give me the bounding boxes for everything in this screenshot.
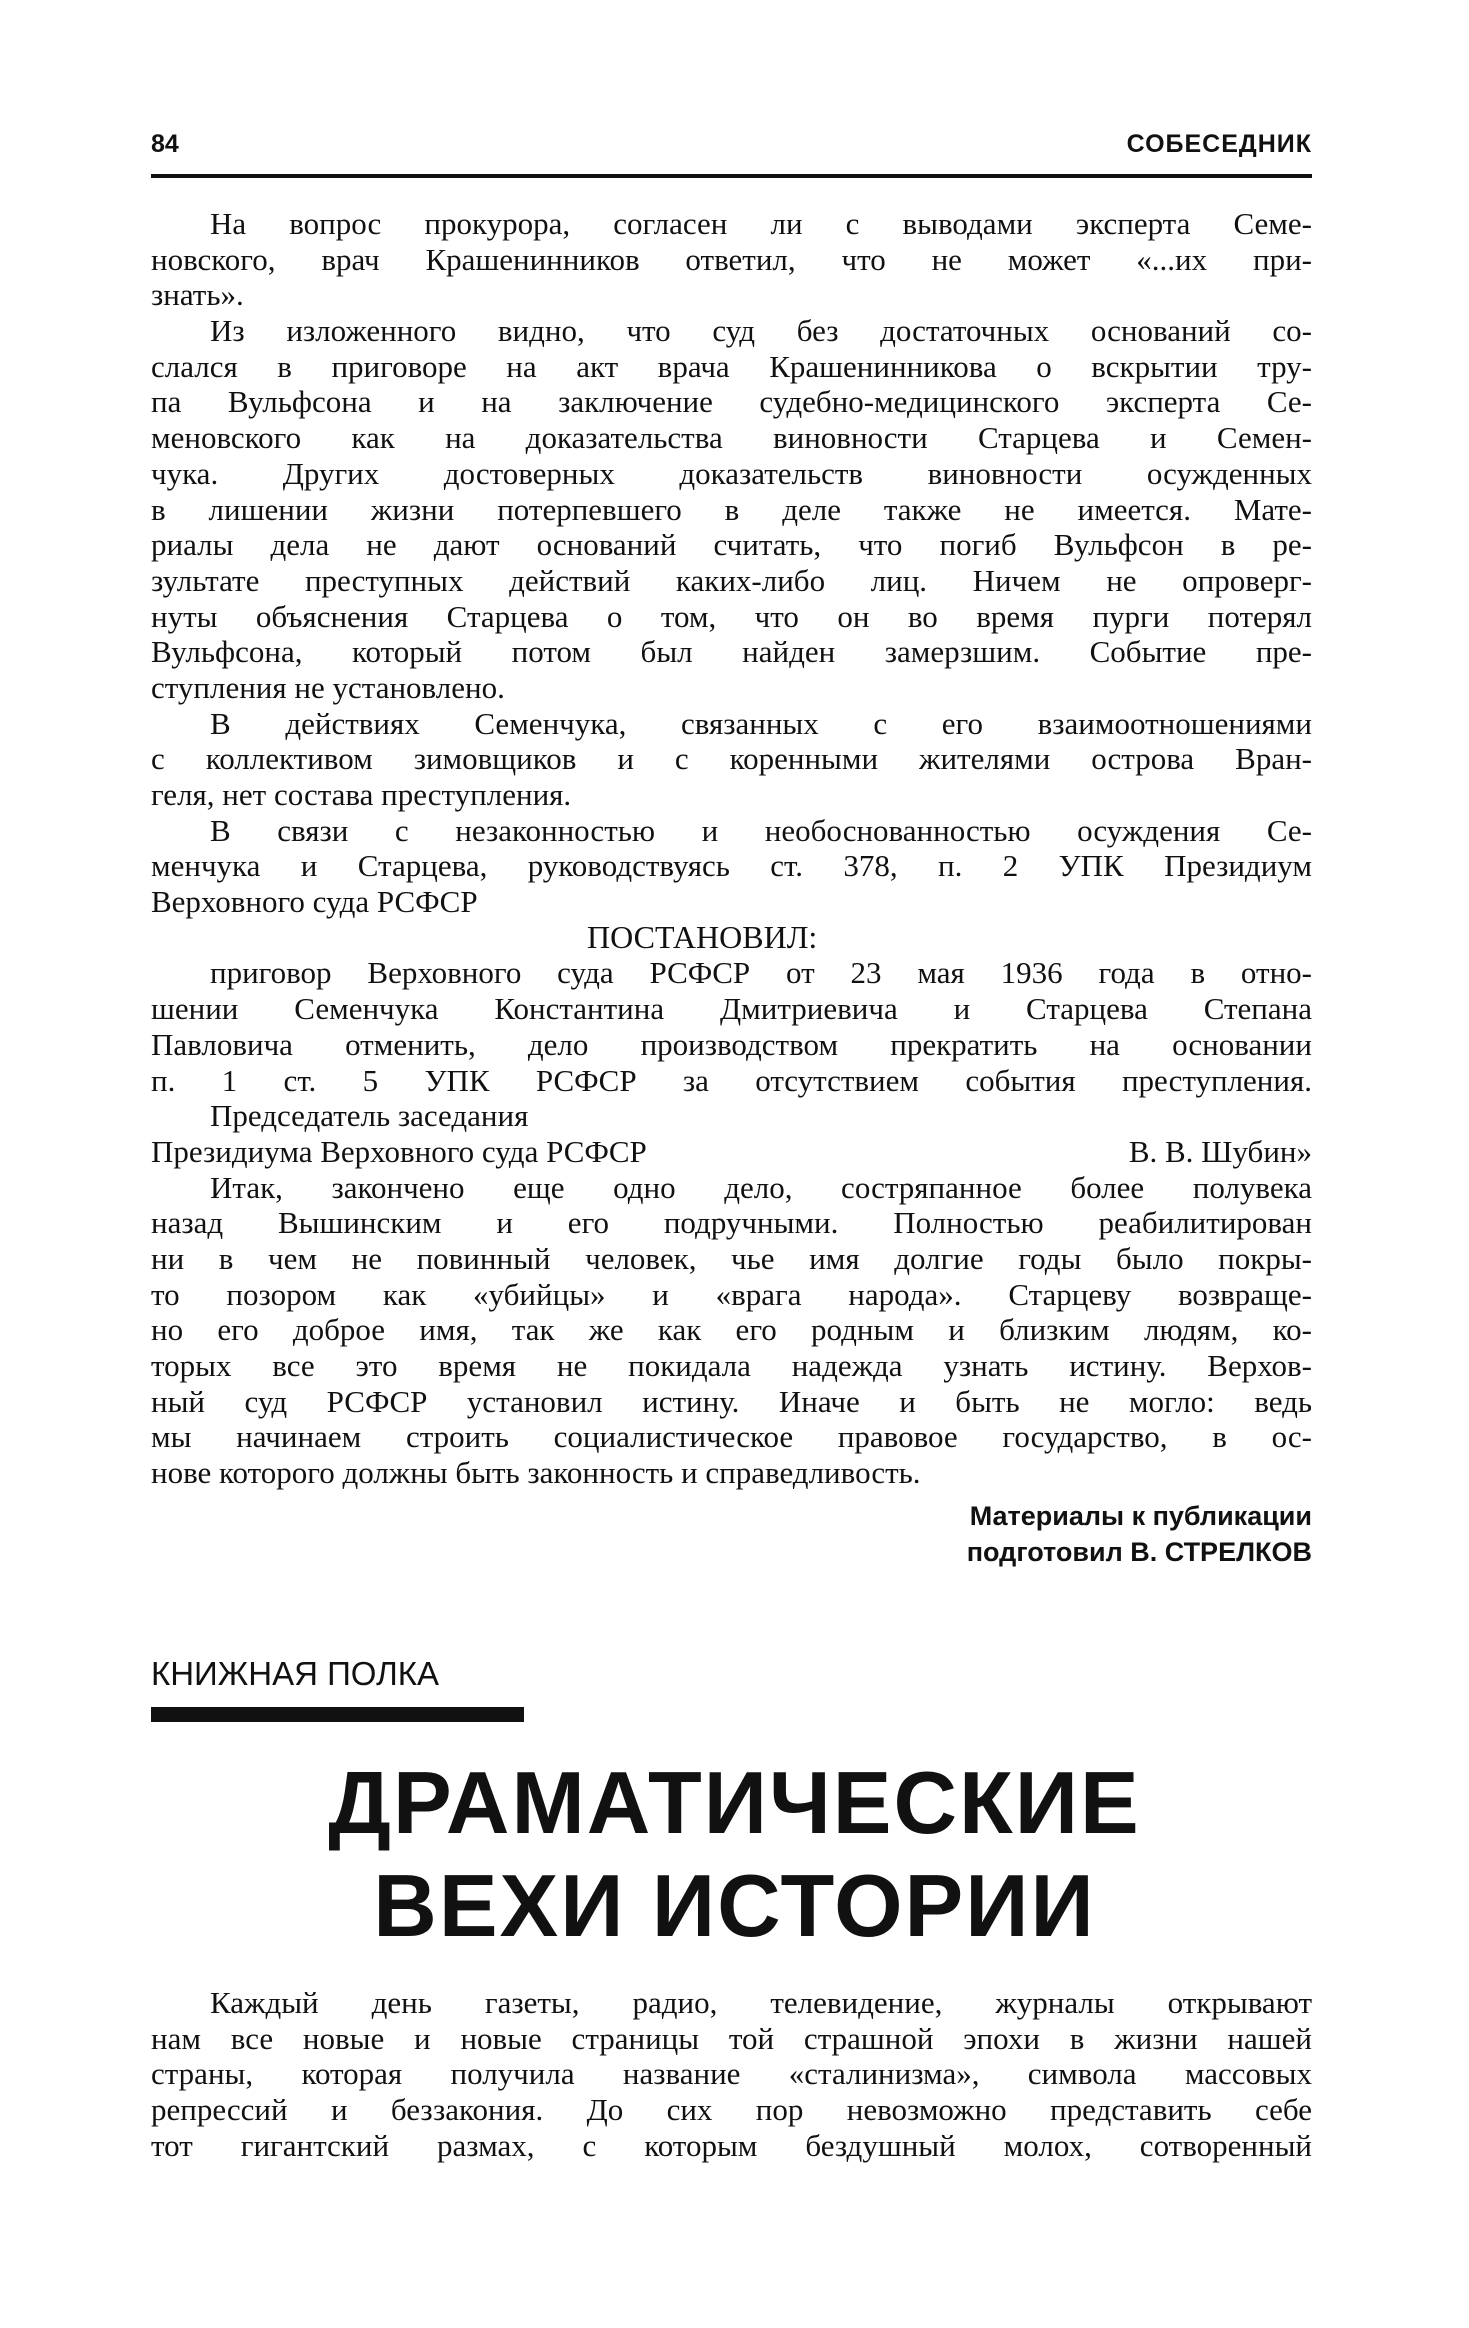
text-line: то позором как «убийцы» и «врага народа». Старцеву возвраще- bbox=[151, 1276, 1312, 1312]
text-line: зультате преступных действий каких-либо лиц. Ничем не опроверг- bbox=[151, 562, 1312, 598]
section-label: КНИЖНАЯ ПОЛКА bbox=[151, 1655, 439, 1692]
text-line: па Вульфсона и на заключение судебно-медицинского эксперта Се- bbox=[151, 384, 1312, 420]
text-line: приговор Верховного суда РСФСР от 23 мая 1936 года в отно- bbox=[210, 955, 1312, 991]
text-line: чука. Других достоверных доказательств виновности осужденных bbox=[151, 455, 1312, 491]
text-line: п. 1 ст. 5 УПК РСФСР за отсутствием события преступления. bbox=[151, 1062, 1312, 1098]
text-line: В связи с незаконностью и необоснованностью осуждения Се- bbox=[210, 812, 1312, 848]
text-line: ни в чем не повинный человек, чье имя долгие годы было покры- bbox=[151, 1240, 1312, 1276]
text-line: тот гигантский размах, с которым бездушный молох, сотворенный bbox=[151, 2127, 1312, 2163]
paragraph bbox=[151, 313, 1312, 706]
text-line: репрессий и беззакония. До сих пор невозможно представить себе bbox=[151, 2092, 1312, 2128]
header-rule bbox=[151, 174, 1312, 178]
text-line: слался в приговоре на акт врача Крашенинникова о вскрытии тру- bbox=[151, 348, 1312, 384]
paragraph bbox=[151, 1985, 1312, 2163]
text-line: Из изложенного видно, что суд без достаточных оснований со- bbox=[210, 313, 1312, 349]
article-title-line: ДРАМАТИЧЕСКИЕ bbox=[328, 1753, 1141, 1852]
decree-heading: ПОСТАНОВИЛ: bbox=[587, 918, 818, 955]
text-line: нам все новые и новые страницы той страшной эпохи в жизни нашей bbox=[151, 2020, 1312, 2056]
paragraph bbox=[151, 206, 1312, 313]
text-line: меновского как на доказательства виновности Старцева и Семен- bbox=[151, 420, 1312, 456]
signature-title: Председатель заседания bbox=[210, 1098, 529, 1134]
page-number: 84 bbox=[151, 130, 179, 158]
article2-body bbox=[151, 1985, 1312, 2163]
paragraph bbox=[151, 706, 1312, 813]
text-line: На вопрос прокурора, согласен ли с выводами эксперта Семе- bbox=[210, 206, 1312, 241]
text-line: нове которого должны быть законность и справедливость. bbox=[151, 1455, 921, 1491]
text-line: нуты объяснения Старцева о том, что он во время пурги потерял bbox=[151, 598, 1312, 634]
text-line: в лишении жизни потерпевшего в деле также не имеется. Мате- bbox=[151, 491, 1312, 527]
text-line: знать». bbox=[151, 277, 244, 313]
section-bar bbox=[151, 1707, 524, 1722]
text-line: мы начинаем строить социалистическое правовое государство, в ос- bbox=[151, 1419, 1312, 1455]
article-body bbox=[151, 206, 1312, 1491]
text-line: В действиях Семенчука, связанных с его взаимоотношениями bbox=[210, 705, 1312, 741]
signature-row bbox=[151, 1134, 1312, 1170]
paragraph bbox=[151, 955, 1312, 1098]
paragraph bbox=[151, 1170, 1312, 1491]
journal-name: СОБЕСЕДНИК bbox=[1126, 130, 1312, 158]
text-line: Итак, закончено еще одно дело, состряпанное более полувека bbox=[210, 1169, 1312, 1205]
text-line: но его доброе имя, так же как его родным и близким людям, ко- bbox=[151, 1312, 1312, 1348]
credit bbox=[967, 1498, 1312, 1570]
text-line: торых все это время не покидала надежда узнать истину. Верхов- bbox=[151, 1348, 1312, 1383]
text-line: Верховного суда РСФСР bbox=[151, 884, 478, 920]
signature-name: В. В. Шубин» bbox=[1128, 1133, 1312, 1169]
text-line: Павловича отменить, дело производством прекратить на основании bbox=[151, 1026, 1312, 1062]
text-line: менчука и Старцева, руководствуясь ст. 378, п. 2 УПК Президиум bbox=[151, 848, 1312, 884]
text-line: геля, нет состава преступления. bbox=[151, 777, 572, 812]
text-line: новского, врач Крашенинников ответил, что не может «...их при- bbox=[151, 241, 1312, 277]
article-title-line: ВЕХИ ИСТОРИИ bbox=[373, 1856, 1096, 1955]
text-line: ный суд РСФСР установил истину. Иначе и быть не могло: ведь bbox=[151, 1383, 1312, 1419]
text-line: с коллективом зимовщиков и с коренными жителями острова Вран- bbox=[151, 741, 1312, 777]
signature-title-2: Президиума Верховного суда РСФСР bbox=[151, 1133, 647, 1169]
text-line: шении Семенчука Константина Дмитриевича и Старцева Степана bbox=[151, 991, 1312, 1027]
credit-line: подготовил В. СТРЕЛКОВ bbox=[966, 1537, 1312, 1567]
text-line: ступления не установлено. bbox=[151, 669, 505, 705]
text-line: Каждый день газеты, радио, телевидение, журналы открывают bbox=[210, 1985, 1312, 2020]
text-line: риалы дела не дают оснований считать, что погиб Вульфсон в ре- bbox=[151, 527, 1312, 563]
text-line: Вульфсона, который потом был найден замерзшим. Событие пре- bbox=[151, 634, 1312, 670]
text-line: назад Вышинским и его подручными. Полностью реабилитирован bbox=[151, 1205, 1312, 1241]
credit-line: Материалы к публикации bbox=[969, 1501, 1312, 1531]
text-line: страны, которая получила название «сталинизма», символа массовых bbox=[151, 2056, 1312, 2092]
paragraph bbox=[151, 813, 1312, 920]
